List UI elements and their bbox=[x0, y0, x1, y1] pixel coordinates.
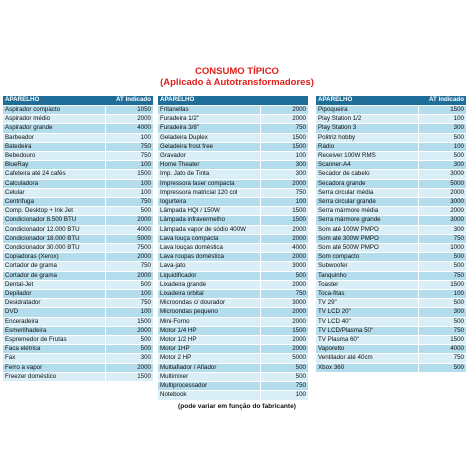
appliance-name: Tanquinho bbox=[316, 271, 418, 280]
at-indicado-value: 500 bbox=[105, 336, 153, 345]
appliance-name: Condicionador 30.000 BTU bbox=[3, 244, 105, 253]
at-indicado-value: 300 bbox=[105, 354, 153, 363]
appliance-name: Impressora matricial 120 col bbox=[158, 188, 260, 197]
table-row bbox=[158, 299, 308, 308]
at-indicado-value: 2000 bbox=[105, 216, 153, 225]
table-row bbox=[158, 225, 308, 234]
table-row bbox=[316, 152, 466, 161]
table-row bbox=[3, 207, 153, 216]
appliance-name: Furadeira 3/8" bbox=[158, 124, 260, 133]
at-indicado-value: 2000 bbox=[418, 188, 466, 197]
appliance-name: Celular bbox=[3, 188, 105, 197]
table-row bbox=[3, 115, 153, 124]
table-row bbox=[316, 244, 466, 253]
appliance-name: Liquidificador bbox=[158, 271, 260, 280]
table-row bbox=[158, 188, 308, 197]
table-row bbox=[3, 336, 153, 345]
appliance-name: Serra mármore média bbox=[316, 207, 418, 216]
appliance-name: Som até 300W PMPO bbox=[316, 234, 418, 243]
appliance-name: Gravador bbox=[158, 152, 260, 161]
appliance-name: Lixadeira grande bbox=[158, 280, 260, 289]
at-indicado-value: 1500 bbox=[418, 280, 466, 289]
appliance-name: TV Plasma 60" bbox=[316, 336, 418, 345]
at-indicado-value: 2000 bbox=[260, 179, 308, 188]
table-row bbox=[3, 225, 153, 234]
table-row bbox=[316, 363, 466, 372]
appliance-name: Faca elétrica bbox=[3, 345, 105, 354]
table-row bbox=[158, 133, 308, 142]
appliance-name: Enceradeira bbox=[3, 317, 105, 326]
appliance-name: Motor 1HP bbox=[158, 345, 260, 354]
header-appliance: APARELHO bbox=[158, 96, 260, 106]
at-indicado-value: 500 bbox=[418, 253, 466, 262]
appliance-name: Batedeira bbox=[3, 142, 105, 151]
table-row bbox=[3, 354, 153, 363]
table-row bbox=[316, 234, 466, 243]
appliance-name: Centrífuga bbox=[3, 198, 105, 207]
appliance-name: Receiver 100W RMS bbox=[316, 152, 418, 161]
appliance-name: Esmerilhadeira bbox=[3, 326, 105, 335]
table-row bbox=[158, 280, 308, 289]
table-row bbox=[158, 179, 308, 188]
table-row bbox=[3, 142, 153, 151]
at-indicado-value: 2000 bbox=[105, 363, 153, 372]
at-indicado-value: 100 bbox=[105, 308, 153, 317]
at-indicado-value: 1500 bbox=[105, 372, 153, 381]
at-indicado-value: 500 bbox=[105, 280, 153, 289]
at-indicado-value: 1500 bbox=[260, 133, 308, 142]
table-row bbox=[316, 115, 466, 124]
table-row bbox=[316, 179, 466, 188]
at-indicado-value: 2000 bbox=[260, 253, 308, 262]
appliance-name: TV LCD/Plasma 50" bbox=[316, 326, 418, 335]
table-row bbox=[3, 244, 153, 253]
at-indicado-value: 750 bbox=[418, 326, 466, 335]
appliance-name: TV LCD 20" bbox=[316, 308, 418, 317]
at-indicado-value: 750 bbox=[105, 299, 153, 308]
consumption-table-2 bbox=[158, 96, 308, 401]
at-indicado-value: 100 bbox=[418, 115, 466, 124]
appliance-name: Rádio bbox=[316, 142, 418, 151]
table-row bbox=[3, 161, 153, 170]
appliance-name: Aspirador grande bbox=[3, 124, 105, 133]
appliance-name: Vaporetto bbox=[316, 345, 418, 354]
table-row bbox=[316, 207, 466, 216]
at-indicado-value: 750 bbox=[260, 124, 308, 133]
appliance-name: Barbeador bbox=[3, 133, 105, 142]
at-indicado-value: 100 bbox=[105, 179, 153, 188]
at-indicado-value: 100 bbox=[260, 391, 308, 400]
appliance-name: Depilador bbox=[3, 290, 105, 299]
table-row bbox=[3, 170, 153, 179]
appliance-name: Scanner-A4 bbox=[316, 161, 418, 170]
at-indicado-value: 3000 bbox=[260, 262, 308, 271]
at-indicado-value: 2000 bbox=[418, 207, 466, 216]
at-indicado-value: 3000 bbox=[418, 216, 466, 225]
appliance-name: Cortador de grama bbox=[3, 262, 105, 271]
table-row bbox=[316, 106, 466, 115]
table-row bbox=[158, 198, 308, 207]
at-indicado-value: 1500 bbox=[105, 170, 153, 179]
table-row bbox=[158, 152, 308, 161]
appliance-name: Aspirador compacto bbox=[3, 106, 105, 115]
at-indicado-value: 7500 bbox=[105, 244, 153, 253]
at-indicado-value: 2000 bbox=[105, 115, 153, 124]
appliance-name: Motor 2 HP bbox=[158, 354, 260, 363]
at-indicado-value: 2000 bbox=[260, 115, 308, 124]
table-row bbox=[158, 308, 308, 317]
table-row bbox=[316, 299, 466, 308]
appliance-name: Lâmpada vapor de sódio 400W bbox=[158, 225, 260, 234]
table-row bbox=[3, 372, 153, 381]
at-indicado-value: 100 bbox=[260, 198, 308, 207]
appliance-name: Furadeira 1/2" bbox=[158, 115, 260, 124]
table-row bbox=[3, 363, 153, 372]
table-row bbox=[316, 271, 466, 280]
at-indicado-value: 100 bbox=[105, 133, 153, 142]
consumption-table-3 bbox=[316, 96, 466, 373]
table-row bbox=[3, 234, 153, 243]
at-indicado-value: 2000 bbox=[260, 336, 308, 345]
table-row bbox=[3, 124, 153, 133]
appliance-name: Fax bbox=[3, 354, 105, 363]
at-indicado-value: 1000 bbox=[418, 244, 466, 253]
table-row bbox=[3, 152, 153, 161]
appliance-name: Multimixer bbox=[158, 372, 260, 381]
table-row bbox=[3, 271, 153, 280]
at-indicado-value: 2000 bbox=[260, 106, 308, 115]
at-indicado-value: 4000 bbox=[260, 244, 308, 253]
at-indicado-value: 2000 bbox=[105, 271, 153, 280]
table-row bbox=[316, 216, 466, 225]
at-indicado-value: 4000 bbox=[418, 345, 466, 354]
footer-note: (pode variar em função do fabricante) bbox=[178, 403, 296, 410]
appliance-name: Secadora grande bbox=[316, 179, 418, 188]
at-indicado-value: 2000 bbox=[105, 253, 153, 262]
table-row bbox=[316, 345, 466, 354]
at-indicado-value: 750 bbox=[418, 354, 466, 363]
at-indicado-value: 750 bbox=[418, 234, 466, 243]
appliance-name: Comp. Desktop + Ink Jet bbox=[3, 207, 105, 216]
table-row bbox=[3, 308, 153, 317]
appliance-name: Lava louça compacta bbox=[158, 234, 260, 243]
appliance-name: Xbox 360 bbox=[316, 363, 418, 372]
appliance-name: Politriz hobby bbox=[316, 133, 418, 142]
at-indicado-value: 500 bbox=[260, 372, 308, 381]
appliance-name: TV 29" bbox=[316, 299, 418, 308]
table-row bbox=[3, 188, 153, 197]
at-indicado-value: 500 bbox=[260, 363, 308, 372]
appliance-name: Som compacto bbox=[316, 253, 418, 262]
at-indicado-value: 100 bbox=[418, 290, 466, 299]
appliance-name: Ventilador até 40cm bbox=[316, 354, 418, 363]
appliance-name: Geladeira frost free bbox=[158, 142, 260, 151]
at-indicado-value: 300 bbox=[260, 161, 308, 170]
table-row bbox=[158, 161, 308, 170]
table-row bbox=[316, 142, 466, 151]
at-indicado-value: 750 bbox=[260, 188, 308, 197]
table-row bbox=[3, 179, 153, 188]
table-row bbox=[158, 354, 308, 363]
at-indicado-value: 750 bbox=[105, 262, 153, 271]
table-row bbox=[158, 124, 308, 133]
at-indicado-value: 1500 bbox=[260, 326, 308, 335]
appliance-name: Microondas c/ dourador bbox=[158, 299, 260, 308]
table-row bbox=[158, 391, 308, 400]
at-indicado-value: 500 bbox=[105, 207, 153, 216]
appliance-name: Lava louças doméstica bbox=[158, 244, 260, 253]
table-row bbox=[158, 345, 308, 354]
appliance-name: Dental-Jet bbox=[3, 280, 105, 289]
table-row bbox=[316, 262, 466, 271]
appliance-name: Multiprocessador bbox=[158, 382, 260, 391]
at-indicado-value: 300 bbox=[418, 308, 466, 317]
appliance-name: Espremedor de Frutas bbox=[3, 336, 105, 345]
at-indicado-value: 500 bbox=[418, 262, 466, 271]
consumption-table-1 bbox=[3, 96, 153, 382]
at-indicado-value: 5000 bbox=[418, 179, 466, 188]
at-indicado-value: 3000 bbox=[418, 170, 466, 179]
at-indicado-value: 1500 bbox=[105, 317, 153, 326]
table-row bbox=[158, 317, 308, 326]
table-row bbox=[3, 216, 153, 225]
at-indicado-value: 2000 bbox=[260, 308, 308, 317]
at-indicado-value: 2000 bbox=[260, 345, 308, 354]
appliance-name: Condicionador 12.000 BTU bbox=[3, 225, 105, 234]
at-indicado-value: 2000 bbox=[105, 326, 153, 335]
table-row bbox=[3, 317, 153, 326]
header-at-indicado: AT Indicado bbox=[105, 96, 153, 106]
at-indicado-value: 500 bbox=[418, 133, 466, 142]
table-row bbox=[158, 372, 308, 381]
at-indicado-value: 750 bbox=[418, 271, 466, 280]
table-row bbox=[3, 198, 153, 207]
at-indicado-value: 300 bbox=[418, 225, 466, 234]
appliance-name: Play Station 1/2 bbox=[316, 115, 418, 124]
appliance-name: Toca-fitas bbox=[316, 290, 418, 299]
appliance-name: Secador de cabelo bbox=[316, 170, 418, 179]
table-row bbox=[158, 271, 308, 280]
at-indicado-value: 3000 bbox=[418, 198, 466, 207]
appliance-name: Imp. Jato de Tinta bbox=[158, 170, 260, 179]
appliance-name: Lâmpada HQI / 150W bbox=[158, 207, 260, 216]
table-row bbox=[3, 253, 153, 262]
appliance-name: Subwoofer bbox=[316, 262, 418, 271]
table-row bbox=[316, 198, 466, 207]
appliance-name: Motor 1/4 HP bbox=[158, 326, 260, 335]
at-indicado-value: 100 bbox=[105, 290, 153, 299]
at-indicado-value: 100 bbox=[260, 152, 308, 161]
table-row bbox=[316, 290, 466, 299]
appliance-name: Geladeira Duplex bbox=[158, 133, 260, 142]
at-indicado-value: 300 bbox=[260, 170, 308, 179]
table-row bbox=[158, 115, 308, 124]
table-row bbox=[3, 290, 153, 299]
at-indicado-value: 300 bbox=[418, 124, 466, 133]
table-row bbox=[3, 299, 153, 308]
appliance-name: Multiafiador / Afiador bbox=[158, 363, 260, 372]
appliance-name: Play Station 3 bbox=[316, 124, 418, 133]
appliance-name: BlueRay bbox=[3, 161, 105, 170]
at-indicado-value: 2000 bbox=[260, 317, 308, 326]
table-row bbox=[316, 336, 466, 345]
appliance-name: Ferro a vapor bbox=[3, 363, 105, 372]
appliance-name: Aspirador médio bbox=[3, 115, 105, 124]
appliance-name: Serra circular média bbox=[316, 188, 418, 197]
at-indicado-value: 1500 bbox=[260, 207, 308, 216]
appliance-name: TV LCD 40" bbox=[316, 317, 418, 326]
appliance-name: Lava roupas doméstica bbox=[158, 253, 260, 262]
appliance-name: Fritanellas bbox=[158, 106, 260, 115]
at-indicado-value: 5000 bbox=[105, 234, 153, 243]
appliance-name: Condicionador 18.000 BTU bbox=[3, 234, 105, 243]
table-row bbox=[3, 262, 153, 271]
table-row bbox=[158, 216, 308, 225]
table-row bbox=[3, 133, 153, 142]
table-row bbox=[158, 382, 308, 391]
at-indicado-value: 2000 bbox=[260, 280, 308, 289]
appliance-name: Serra mármore grande bbox=[316, 216, 418, 225]
table-row bbox=[158, 244, 308, 253]
appliance-name: Serra circular grande bbox=[316, 198, 418, 207]
at-indicado-value: 750 bbox=[105, 142, 153, 151]
table-row bbox=[158, 262, 308, 271]
at-indicado-value: 5000 bbox=[260, 354, 308, 363]
appliance-name: Som até 100W PMPO bbox=[316, 225, 418, 234]
table-row bbox=[316, 326, 466, 335]
at-indicado-value: 100 bbox=[105, 188, 153, 197]
at-indicado-value: 4000 bbox=[105, 124, 153, 133]
table-row bbox=[316, 188, 466, 197]
at-indicado-value: 500 bbox=[260, 271, 308, 280]
header-at-indicado: AT Indicado bbox=[418, 96, 466, 106]
table-row bbox=[3, 106, 153, 115]
page-title: CONSUMO TÍPICO bbox=[195, 66, 279, 77]
appliance-name: Som até 500W PMPO bbox=[316, 244, 418, 253]
at-indicado-value: 500 bbox=[418, 317, 466, 326]
table-row bbox=[316, 124, 466, 133]
appliance-name: DVD bbox=[3, 308, 105, 317]
table-row bbox=[316, 317, 466, 326]
at-indicado-value: 1500 bbox=[418, 336, 466, 345]
at-indicado-value: 1500 bbox=[260, 142, 308, 151]
table-row bbox=[158, 326, 308, 335]
table-row bbox=[3, 345, 153, 354]
table-row bbox=[3, 326, 153, 335]
appliance-name: Condicionador 8.500 BTU bbox=[3, 216, 105, 225]
appliance-name: Lixadeira orbital bbox=[158, 290, 260, 299]
at-indicado-value: 2000 bbox=[260, 225, 308, 234]
appliance-name: Copiadoras (Xerox) bbox=[3, 253, 105, 262]
table-row bbox=[158, 336, 308, 345]
table-row bbox=[158, 170, 308, 179]
table-row bbox=[158, 106, 308, 115]
at-indicado-value: 500 bbox=[105, 345, 153, 354]
header-appliance: APARELHO bbox=[316, 96, 418, 106]
table-row bbox=[316, 161, 466, 170]
appliance-name: Impressora laser compacta bbox=[158, 179, 260, 188]
at-indicado-value: 750 bbox=[260, 290, 308, 299]
at-indicado-value: 3000 bbox=[260, 299, 308, 308]
at-indicado-value: 500 bbox=[418, 299, 466, 308]
table-row bbox=[3, 280, 153, 289]
at-indicado-value: 100 bbox=[418, 142, 466, 151]
appliance-name: Desidratador bbox=[3, 299, 105, 308]
table-row bbox=[316, 225, 466, 234]
table-row bbox=[158, 290, 308, 299]
appliance-name: Lâmpada infravermelho bbox=[158, 216, 260, 225]
table-row bbox=[316, 308, 466, 317]
table-row bbox=[316, 354, 466, 363]
appliance-name: Microondas pequeno bbox=[158, 308, 260, 317]
appliance-name: Calculadora bbox=[3, 179, 105, 188]
at-indicado-value: 1050 bbox=[105, 106, 153, 115]
appliance-name: Motor 1/2 HP bbox=[158, 336, 260, 345]
appliance-name: Bebedouro bbox=[3, 152, 105, 161]
at-indicado-value: 500 bbox=[418, 363, 466, 372]
at-indicado-value: 300 bbox=[418, 161, 466, 170]
at-indicado-value: 500 bbox=[418, 152, 466, 161]
table-row bbox=[316, 133, 466, 142]
table-row bbox=[158, 363, 308, 372]
header-appliance: APARELHO bbox=[3, 96, 105, 106]
header-at-indicado bbox=[260, 96, 308, 106]
table-row bbox=[158, 142, 308, 151]
appliance-name: Iogurteira bbox=[158, 198, 260, 207]
appliance-name: Home Theater bbox=[158, 161, 260, 170]
table-row bbox=[158, 253, 308, 262]
appliance-name: Mini-Forno bbox=[158, 317, 260, 326]
at-indicado-value: 1500 bbox=[418, 106, 466, 115]
at-indicado-value: 1500 bbox=[260, 216, 308, 225]
table-row bbox=[316, 280, 466, 289]
at-indicado-value: 750 bbox=[260, 382, 308, 391]
table-row bbox=[158, 234, 308, 243]
appliance-name: Freezer doméstico bbox=[3, 372, 105, 381]
at-indicado-value: 750 bbox=[105, 198, 153, 207]
at-indicado-value: 750 bbox=[105, 152, 153, 161]
table-row bbox=[316, 170, 466, 179]
at-indicado-value: 2000 bbox=[260, 234, 308, 243]
page-subtitle: (Aplicado à Autotransformadores) bbox=[160, 77, 314, 88]
at-indicado-value: 4000 bbox=[105, 225, 153, 234]
appliance-name: Toaster bbox=[316, 280, 418, 289]
appliance-name: Notebook bbox=[158, 391, 260, 400]
appliance-name: Lava-jato bbox=[158, 262, 260, 271]
table-row bbox=[316, 253, 466, 262]
at-indicado-value: 100 bbox=[105, 161, 153, 170]
table-row bbox=[158, 207, 308, 216]
appliance-name: Cafeteira até 24 cafés bbox=[3, 170, 105, 179]
appliance-name: Cortador de grama bbox=[3, 271, 105, 280]
appliance-name: Pipoqueira bbox=[316, 106, 418, 115]
